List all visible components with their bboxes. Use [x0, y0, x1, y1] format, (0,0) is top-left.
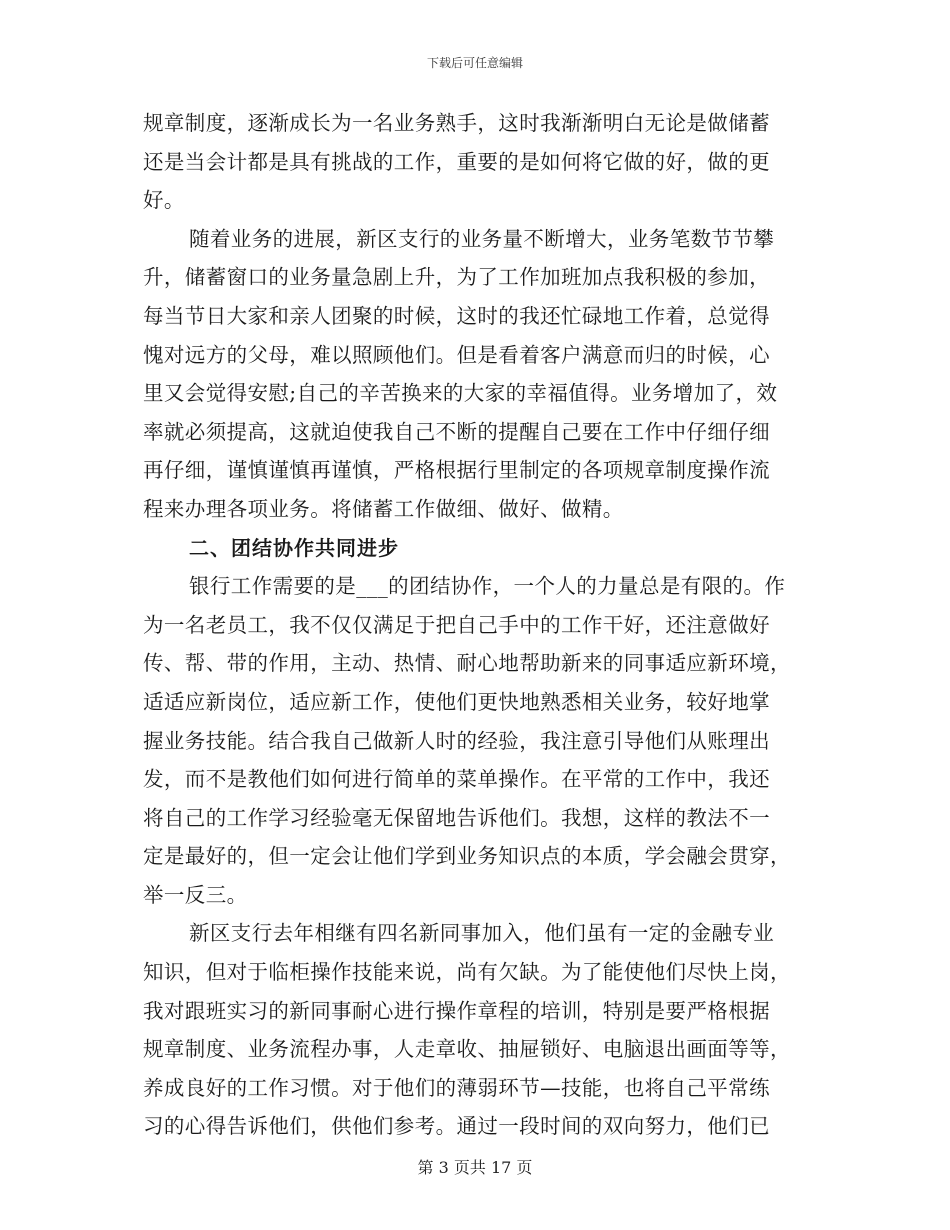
text-line: 适适应新岗位，适应新工作，使他们更快地熟悉相关业务，较好地掌 — [143, 689, 770, 714]
text-line: 握业务技能。结合我自己做新人时的经验，我注意引导他们从账理出 — [143, 728, 770, 753]
text-line: 发，而不是教他们如何进行简单的菜单操作。在平常的工作中，我还 — [143, 767, 770, 792]
text-line: 随着业务的进展，新区支行的业务量不断增大，业务笔数节节攀 — [189, 226, 775, 251]
text-line: 升，储蓄窗口的业务量急剧上升，为了工作加班加点我积极的参加， — [143, 265, 770, 290]
text-line: 新区支行去年相继有四名新同事加入，他们虽有一定的金融专业 — [189, 921, 775, 946]
text-line: 定是最好的，但一定会让他们学到业务知识点的本质，学会融会贯穿， — [143, 844, 791, 869]
text-line: 将自己的工作学习经验毫无保留地告诉他们。我想，这样的教法不一 — [143, 805, 770, 830]
text-line: 我对跟班实习的新同事耐心进行操作章程的培训，特别是要严格根据 — [143, 998, 770, 1023]
text-line: 为一名老员工，我不仅仅满足于把自己手中的工作干好，还注意做好 — [143, 612, 770, 637]
document-body — [143, 104, 808, 1146]
text-line: 程来办理各项业务。将储蓄工作做细、做好、做精。 — [143, 496, 624, 521]
page-header: 下载后可任意编辑 — [426, 56, 523, 70]
text-line: 还是当会计都是具有挑战的工作，重要的是如何将它做的好，做的更 — [143, 149, 770, 174]
text-line: 知识，但对于临柜操作技能来说，尚有欠缺。为了能使他们尽快上岗， — [143, 960, 791, 985]
text-line: 再仔细，谨慎谨慎再谨慎，严格根据行里制定的各项规章制度操作流 — [143, 458, 770, 483]
page-footer: 第 3 页共 17 页 — [417, 1158, 533, 1177]
text-line: 愧对远方的父母，难以照顾他们。但是看着客户满意而归的时候，心 — [143, 342, 770, 367]
text-line: 好。 — [143, 188, 185, 213]
text-line: 习的心得告诉他们，供他们参考。通过一段时间的双向努力，他们已 — [143, 1114, 770, 1139]
text-line: 银行工作需要的是___的团结协作，一个人的力量总是有限的。作 — [189, 574, 786, 599]
text-line: 率就必须提高，这就迫使我自己不断的提醒自己要在工作中仔细仔细 — [143, 419, 770, 444]
text-line: 里又会觉得安慰;自己的辛苦换来的大家的幸福值得。业务增加了，效 — [143, 381, 778, 406]
text-line: 养成良好的工作习惯。对于他们的薄弱环节—技能，也将自己平常练 — [143, 1075, 770, 1100]
text-line: 规章制度，逐渐成长为一名业务熟手，这时我渐渐明白无论是做储蓄 — [143, 111, 770, 135]
text-line: 举一反三。 — [143, 882, 248, 907]
section-heading: 二、团结协作共同进步 — [189, 535, 399, 560]
text-line: 规章制度、业务流程办事，人走章收、抽屉锁好、电脑退出画面等等， — [143, 1037, 791, 1062]
text-line: 传、帮、带的作用，主动、热情、耐心地帮助新来的同事适应新环境， — [143, 651, 791, 676]
text-line: 每当节日大家和亲人团聚的时候，这时的我还忙碌地工作着，总觉得 — [143, 303, 770, 328]
